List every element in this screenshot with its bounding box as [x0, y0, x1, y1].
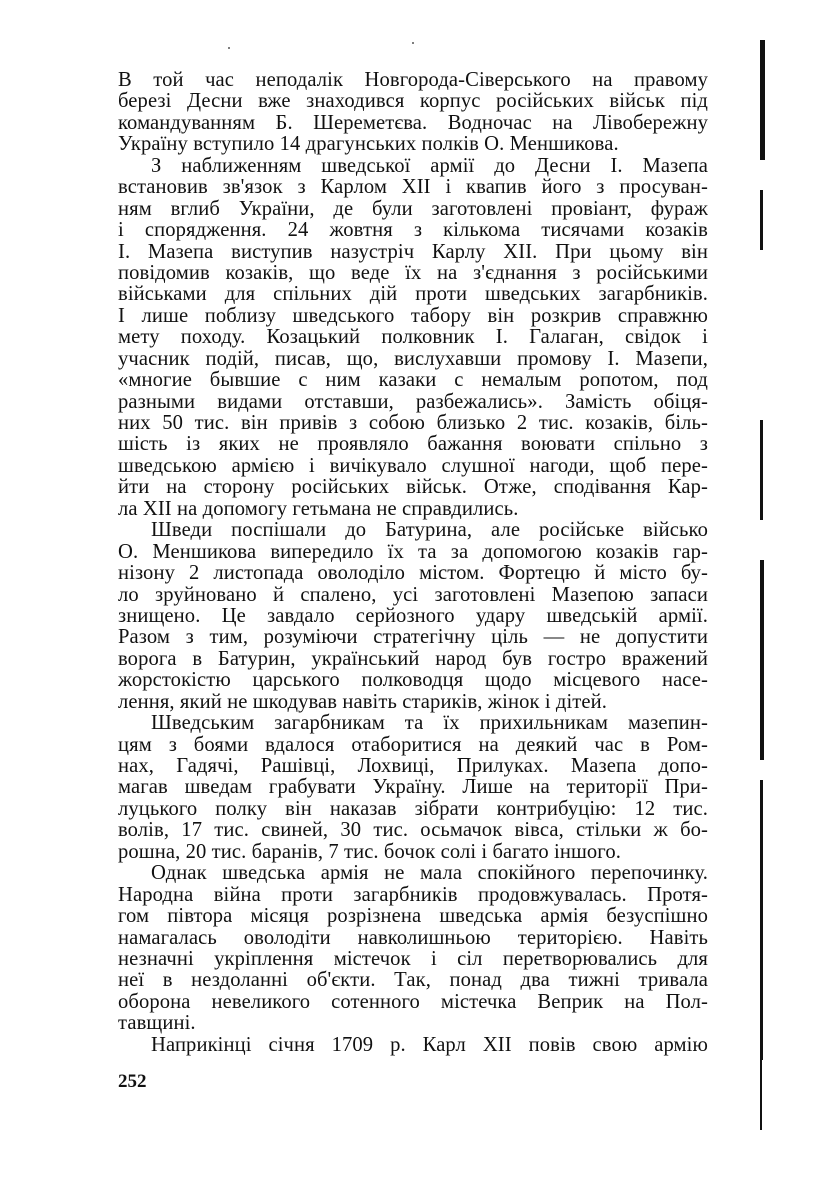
scan-edge-mark	[760, 780, 763, 1060]
text-line: намагалась оволодіти навколишньою територією. Навіть	[118, 926, 708, 949]
page-number: 252	[118, 1071, 147, 1092]
text-line: разными видами отставши, разбежались». Замість обіця-	[118, 390, 708, 413]
text-line: них 50 тис. він привів з собою близько 2 тис. козаків, біль-	[118, 412, 708, 434]
scan-edge-mark	[760, 560, 764, 760]
text-line: рошна, 20 тис. баранів, 7 тис. бочок солі і багато іншого.	[118, 840, 621, 863]
body-text	[118, 70, 708, 1056]
text-line: І лише поблизу шведського табору він розкрив справжню	[118, 304, 708, 327]
text-line: ворога в Батурин, український народ був гостро вражений	[118, 647, 708, 670]
text-line: повідомив козаків, що веде їх на з'єднання з російськими	[118, 261, 708, 284]
text-line: Шведи поспішали до Батурина, але російське військо	[151, 519, 708, 542]
text-line: ням вглиб України, де були заготовлені провіант, фураж	[118, 197, 708, 220]
text-line: гом півтора місяця розрізнена шведська армія безуспішно	[118, 905, 708, 928]
scan-speck	[412, 42, 414, 44]
text-line: ло зруйновано й спалено, усі заготовлені Мазепою запаси	[118, 583, 708, 606]
text-line: луцького полку він наказав зібрати контрибуцію: 12 тис.	[118, 797, 708, 820]
scan-edge-mark	[760, 190, 763, 250]
text-line: неї в нездоланні об'єкти. Так, понад два тижні тривала	[118, 969, 708, 992]
scan-edge-mark	[760, 420, 763, 520]
text-line: Однак шведська армія не мала спокійного перепочинку.	[151, 862, 708, 885]
text-line: Разом з тим, розуміючи стратегічну ціль — не допустити	[118, 626, 708, 649]
text-line: тавщині.	[118, 1012, 196, 1035]
text-line: «многие бывшие с ним казаки с немалым ропотом, под	[118, 369, 708, 392]
scan-edge-mark	[760, 40, 765, 160]
text-line: волів, 17 тис. свиней, 30 тис. осьмачок вівса, стільки ж бо-	[118, 819, 708, 842]
text-line: Шведським загарбникам та їх прихильникам мазепин-	[151, 712, 708, 735]
text-line: магав шведам грабувати Україну. Лише на території При-	[118, 776, 708, 799]
text-line: учасник подій, писав, що, вислухавши промову І. Мазепи,	[118, 347, 708, 370]
text-line: Наприкінці січня 1709 р. Карл XII повів свою армію	[151, 1033, 708, 1056]
text-line: З наближенням шведської армії до Десни І. Мазепа	[151, 154, 708, 177]
text-line: О. Меншикова випередило їх та за допомогою козаків гар-	[118, 540, 708, 563]
scan-speck	[228, 47, 230, 49]
text-line: Народна війна проти загарбників продовжувалась. Протя-	[118, 883, 708, 906]
text-line: березі Десни вже знаходився корпус російських військ під	[118, 90, 708, 113]
text-line: Україну вступило 14 драгунських полків О. Меншикова.	[118, 133, 619, 156]
text-line: лення, який не шкодував навіть стариків, жінок і дітей.	[118, 690, 608, 713]
text-line: незначні укріплення містечок і сіл перетворювались для	[118, 947, 708, 970]
text-line: шість із яких не проявляло бажання воювати спільно з	[118, 433, 708, 456]
text-line: нах, Гадячі, Рашівці, Лохвиці, Прилуках. Мазепа допо-	[118, 755, 708, 777]
text-line: встановив зв'язок з Карлом XII і квапив його з просуван-	[118, 176, 708, 199]
text-line: командуванням Б. Шереметєва. Водночас на Лівобережну	[118, 111, 708, 134]
scan-edge-mark	[760, 1060, 762, 1130]
text-line: цям з боями вдалося отаборитися на деякий час в Ром-	[118, 733, 708, 756]
text-line: шведською армією і вичікувало слушної нагоди, щоб пере-	[118, 454, 708, 477]
text-line: В той час неподалік Новгорода-Сіверського на правому	[118, 69, 708, 91]
text-line: йти на сторону російських військ. Отже, сподівання Кар-	[118, 476, 708, 499]
text-line: і спорядження. 24 жовтня з кількома тисячами козаків	[118, 219, 708, 242]
text-line: жорстокістю царського полководця щодо місцевого насе-	[118, 669, 708, 692]
text-line: оборона невеликого сотенного містечка Веприк на Пол-	[118, 990, 708, 1013]
text-line: нізону 2 листопада оволоділо містом. Фортецю й місто бу-	[118, 562, 708, 585]
text-line: мету походу. Козацький полковник І. Галаган, свідок і	[118, 326, 708, 349]
text-line: військами для спільних дій проти шведських загарбників.	[118, 283, 708, 306]
text-line: знищено. Це завдало серйозного удару шведській армії.	[118, 604, 708, 627]
text-line: ла XII на допомогу гетьмана не справдились.	[118, 497, 519, 520]
text-line: І. Мазепа виступив назустріч Карлу XII. При цьому він	[118, 240, 708, 263]
